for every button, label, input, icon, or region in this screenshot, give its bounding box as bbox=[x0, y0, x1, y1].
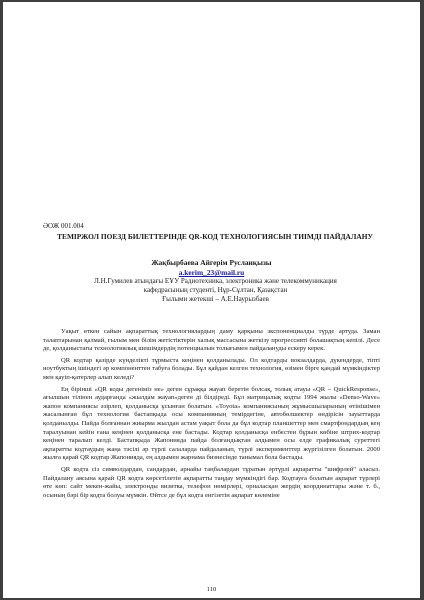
affiliation-line: Л.Н.Гумилев атындағы ЕҰУ Радиотехника, электроника және телекоммуникация bbox=[94, 277, 337, 285]
affiliation bbox=[83, 277, 348, 304]
udk-code: ӘОЖ 001.004 bbox=[43, 222, 84, 230]
page-number: 110 bbox=[206, 586, 217, 593]
author-email[interactable]: a.kerim_23@mail.ru bbox=[178, 268, 245, 277]
paragraph: QR кодтар қазірде күнделікті тұрмыста кеңінен қолданылады. Ол кодтарды вокзалдарда, дүкендерде, тіпті ноутбуктың ішіндегі әр компоненттен табуға болады. Бұл қайдан келген технология, өзімен бірге қандай мүмкіндіктер мен қауіп-қатерлер алып келеді? bbox=[43, 356, 380, 381]
paragraph: Ең бірінші «QR коды дегеніміз не» деген сұраққа жауап беретін болсақ, толық атауы «QR – QuickResponse», ағылшын тілінен аударғанда «жылдам жауап»деген ді білдіреді. Бұл матрицалық кодты 1994 жылы «Denso-Wave» жапон компаниясы әзірлеп, қолданысқа ұсынған болатын. «Toyota» компаниясының жұмысшыларының өтінішімен жасалынған бұл технология бастапқыда осы компанияның темірдегіне, автобөлшектер өндірісін зауыттарда қолданылды. Пайда болғаннан жиырма жылдан астам уақыт бола да бұл кодтар планшеттер мен смартфондардың кең таралуынан кейін ғана кеңінен қолданысқа ене бастады. Кодтар қолданысқа енбестен бұрын көбіне штрих-кодтар кеңінен таралып келді. Бастапқыда Жапонияда пайда болғандықтан алдымен осы елде графикалық суреттегі ақпаратты кодтаудың жаңа тәсілі әр түрлі салаларда пайдаланып, түрлі эксперименттер жүргізілген болатын. 2000 жылға қарай QR кодтар Жапонияда, ең алдымен жарнама бизнесінде танымал бола бастады. bbox=[43, 385, 380, 462]
author-name: Жақбырбаева Айгерім Русланқызы bbox=[151, 258, 272, 267]
document-page bbox=[3, 2, 420, 598]
paragraph: QR кодта сіз символдардан, сандардан, арнайы таңбалардан тұратын әртүрлі ақпаратты "шифрлей" аласыз. Пайдалану аясына қарай QR кодта көрсетілетін ақпаратты таңдау мүмкіндігі бар. Кодтауға болатын ақпарат түрлері өте көп: сайт мекен-жайы, электронды визитка, телефон нөмірлері, орналасқан жердің координаттары және т. б., осының бәрі бір кодта болуы мүмкін. Өйтсе де бұл кодта енгізетін ақпарат көлеміне bbox=[43, 465, 380, 499]
supervisor-line: Ғылыми жетекші – А.Е.Наурызбаев bbox=[162, 295, 269, 303]
affiliation-line: кафедрасының студенті, Нұр-Сұлтан, Қазақстан bbox=[143, 286, 288, 294]
article-title: ТЕМІРЖОЛ ПОЕЗД БИЛЕТТЕРІНДЕ QR-КОД ТЕХНОЛОГИЯСЫН ТИІМДІ ПАЙДАЛАНУ bbox=[57, 232, 373, 241]
article-body bbox=[43, 328, 380, 503]
paragraph: Уақыт өткен сайын ақпараттық технологиялардың даму қарқыны экспоненциалды түрде артуда. Заман талаптарынан қалмай, ғылым мен білім жетістіктерін халық массасына жеткізу прогрессивті болашақтың кепілі. Десе де, қолданыстағы технологиялық шешімдердің потенциалын толығымен пайдалануды ескеру керек. bbox=[43, 328, 380, 353]
